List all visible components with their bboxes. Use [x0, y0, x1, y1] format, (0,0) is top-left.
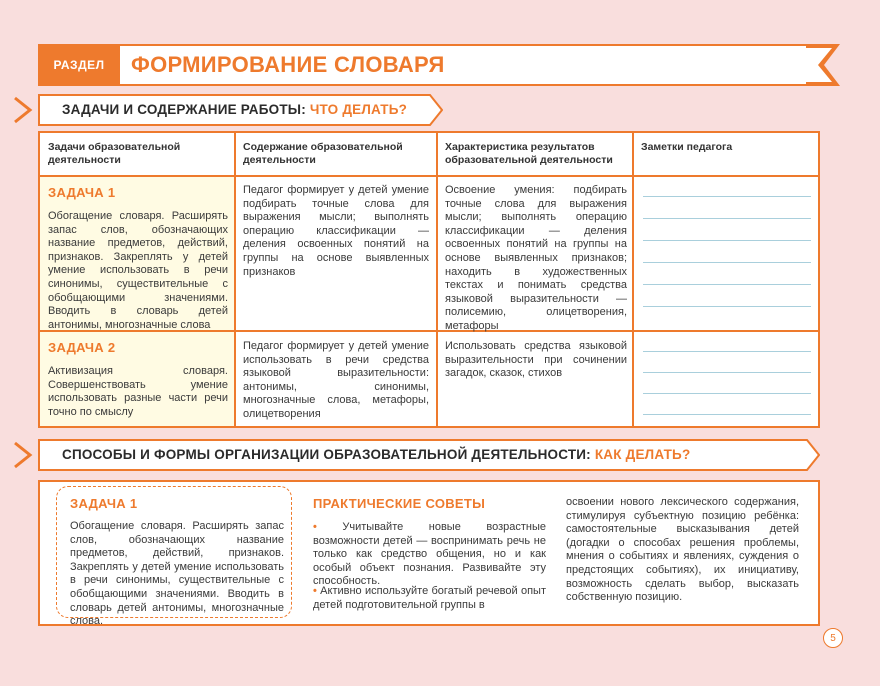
section-heading-methods: СПОСОБЫ И ФОРМЫ ОРГАНИЗАЦИИ ОБРАЗОВАТЕЛЬНОЙ ДЕЯТЕЛЬНОСТИ: КАК ДЕЛАТЬ?	[62, 447, 691, 462]
column-header-tasks: Задачи образовательной деятельности	[48, 141, 181, 166]
banner-notch-icon	[806, 44, 842, 86]
section-arrow-icon	[12, 440, 34, 470]
page-title: ФОРМИРОВАНИЕ СЛОВАРЯ	[131, 52, 445, 77]
task-title: ЗАДАЧА 2	[48, 340, 116, 355]
note-line	[643, 306, 811, 307]
column-header-results: Характеристика результатов образовательной деятельности	[445, 141, 613, 166]
section-heading-tasks: ЗАДАЧИ И СОДЕРЖАНИЕ РАБОТЫ: ЧТО ДЕЛАТЬ?	[62, 102, 408, 117]
task-title: ЗАДАЧА 1	[70, 496, 138, 511]
advice-continuation: освоении нового лексического содержания, стимулируя субъектную позицию ребёнка: самостоятельные высказывания детей (догадки о способах решения проблемы, мнения о событиях и явлениях, суждения о предстоящих событиях), их инициативу, возможность сделать выбор, высказать собственную позицию.	[566, 496, 799, 604]
content-cell: Педагог формирует у детей умение использовать в речи средства языковой выразительности: антонимы, синонимы, многозначные слова, метафоры, олицетворения	[243, 340, 429, 420]
note-line	[643, 284, 811, 285]
task-description: Активизация словаря. Совершенствовать умение использовать разные части речи точно по смыслу	[48, 365, 228, 418]
column-header-notes: Заметки педагога	[641, 141, 733, 153]
task-title: ЗАДАЧА 1	[48, 185, 116, 200]
note-line	[643, 262, 811, 263]
note-line	[643, 393, 811, 394]
page-number: 5	[823, 628, 843, 648]
task-description: Обогащение словаря. Расширять запас слов, обозначающих название предметов, действий, признаков. Закреплять у детей умение использовать в речи синонимы, существительные с обобщающими значениями. Вводить в словарь детей антонимы, многозначные слова.	[70, 520, 284, 628]
advice-item: • Активно используйте богатый речевой опыт детей подготовительной группы в	[313, 585, 546, 611]
content-cell: Педагог формирует у детей умение подбирать точные слова для выражения мысли; выполнять операцию классификации — деления освоенных понятий на группы на основе выявленных признаков	[243, 184, 429, 278]
section-tab: РАЗДЕЛ	[38, 44, 120, 86]
note-line	[643, 240, 811, 241]
note-line	[643, 351, 811, 352]
note-line	[643, 218, 811, 219]
task-description: Обогащение словаря. Расширять запас слов, обозначающих название предметов, действий, признаков. Закреплять у детей умение использовать в речи синонимы, существительные с обобщающими значениями. Вводить в словарь детей антонимы, многозначные слова	[48, 210, 228, 331]
results-cell: Освоение умения: подбирать точные слова для выражения мысли; выполнять операцию классификации — деления освоенных понятий на группы на основе выявленных признаков; находить в художественных текстах и понимать средства языковой выразительности — полисемию, олицетворения, метафоры	[445, 184, 627, 332]
note-line	[643, 372, 811, 373]
note-line	[643, 196, 811, 197]
column-header-content: Содержание образовательной деятельности	[243, 141, 403, 166]
advice-item: • Учитывайте новые возрастные возможности детей — воспринимать речь не только как средство общения, но и как особый объект познания. Развивайте эту способность.	[313, 521, 546, 588]
advice-title: ПРАКТИЧЕСКИЕ СОВЕТЫ	[313, 496, 486, 511]
note-line	[643, 414, 811, 415]
section-arrow-icon	[12, 95, 34, 125]
results-cell: Использовать средства языковой выразительности при сочинении загадок, сказок, стихов	[445, 340, 627, 380]
